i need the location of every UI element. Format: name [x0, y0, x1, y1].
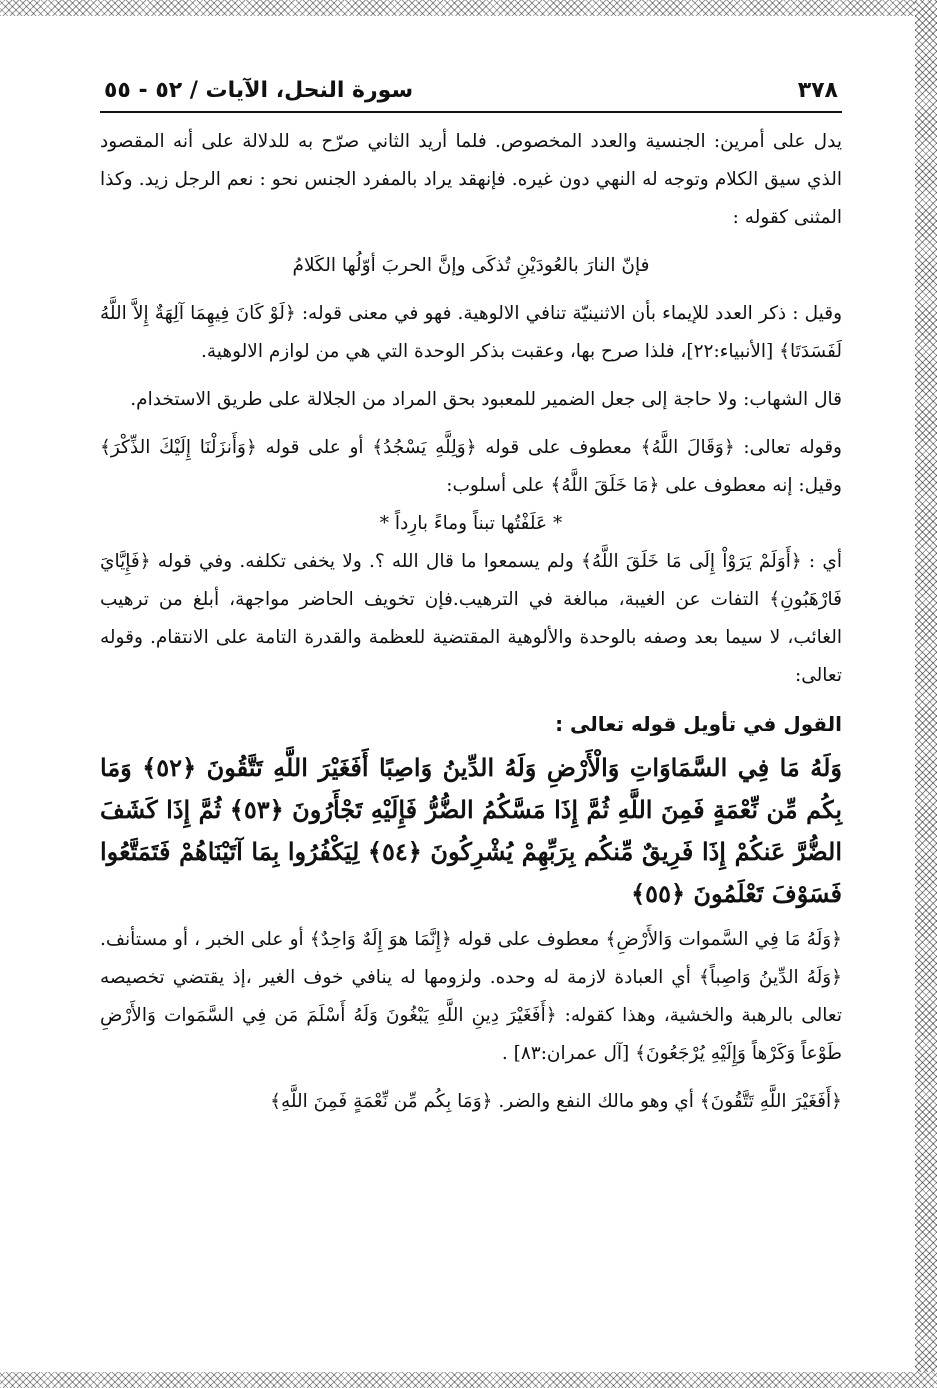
- quran-verses: وَلَهُ مَا فِي السَّمَاوَاتِ وَالْأَرْضِ وَلَهُ الدِّينُ وَاصِبًا أَفَغَيْرَ اللَّهِ تَتَّقُونَ ﴿٥٢﴾ وَمَا بِكُم مِّن نِّعْمَةٍ فَمِنَ اللَّهِ ثُمَّ إِذَا مَسَّكُمُ الضُّرُّ فَإِلَيْهِ تَجْأَرُونَ ﴿٥٣﴾ ثُمَّ إِذَا كَشَفَ الضُّرَّ عَنكُمْ إِذَا فَرِيقٌ مِّنكُم بِرَبِّهِمْ يُشْرِكُونَ ﴿٥٤﴾ لِيَكْفُرُوا بِمَا آتَيْنَاهُمْ فَتَمَتَّعُوا فَسَوْفَ تَعْلَمُونَ ﴿٥٥﴾: [100, 753, 843, 908]
- running-title: سورة النحل، الآيات / ٥٢ - ٥٥: [104, 78, 414, 103]
- page-number: ٣٧٨: [797, 78, 838, 103]
- paragraph-6: ﴿وَلَهُ مَا فِي السَّموات وَالأَرْضِ﴾ معطوف على قوله ﴿إِنَّمَا هوَ إِلَهٌ وَاحِدٌ﴾ أو على الخبر ، أو مستأنف. ﴿وَلَهُ الدِّينُ وَاصِباً﴾ أي العبادة لازمة له وحده. ولزومها له ينافي خوف الغير ،إذ يقتضي تخصيصه تعالى بالرهبة والخشية، وهذا كقوله: ﴿أَفَغَيْرَ دِينِ اللَّهِ يَبْغُونَ وَلَهُ أَسْلَمَ مَن فِي السَّمَوات وَالأَرْضِ طَوْعاً وَكَرْهاً وَإِلَيْهِ يُرْجَعُونَ﴾ [آل عمران:٨٣] .: [100, 929, 842, 1064]
- paragraph-5: أي : ﴿أَوَلَمْ يَرَوْاْ إِلَى مَا خَلَقَ اللَّهُ﴾ ولم يسمعوا ما قال الله ؟. ولا يخفى تكلفه. وفي قوله ﴿فَإِيَّايَ فَارْهَبُونِ﴾ التفات عن الغيبة، مبالغة في الترهيب.فإن تخويف الحاضر مواجهة، أبلغ من ترهيب الغائب، لا سيما بعد وصفه بالوحدة والألوهية المقتضية للعظمة والقدرة التامة على الانتقام. وقوله تعالى:: [100, 551, 842, 686]
- right-ornament-border: [915, 0, 937, 1388]
- bottom-ornament-border: [0, 1372, 937, 1388]
- paragraph-7: ﴿أَفَغَيْرَ اللَّهِ تَتَّقُونَ﴾ أي وهو مالك النفع والضر. ﴿وَمَا بِكُم مِّن نِّعْمَةٍ فَمِنَ اللَّهِ﴾: [270, 1091, 842, 1112]
- page-header: [100, 78, 842, 113]
- page-body: [100, 123, 842, 1121]
- top-ornament-border: [0, 0, 937, 16]
- quote-line: * عَلَفْتُها تبناً وماءً بارِداً *: [379, 513, 563, 534]
- paragraph-2: وقيل : ذكر العدد للإيماء بأن الاثنينيّة تنافي الالوهية. فهو في معنى قوله: ﴿لَوْ كَانَ فِيهِمَا آلِهَةٌ إِلاَّ اللَّهُ لَفَسَدَتَا﴾ [الأنبياء:٢٢]، فلذا صرح بها، وعقبت بذكر الوحدة التي هي من لوازم الالوهية.: [100, 303, 842, 362]
- paragraph-4: وقوله تعالى: ﴿وَقَالَ اللَّهُ﴾ معطوف على قوله ﴿وَلِلَّهِ يَسْجُدُ﴾ أو على قوله ﴿وَأَنزَلْنَا إِلَيْكَ الذِّكْرَ﴾ وقيل: إنه معطوف على ﴿مَا خَلَقَ اللَّهُ﴾ على أسلوب:: [100, 437, 842, 496]
- poetry-verse: فإنّ النارَ بالعُودَيْنِ تُذكَى وإنَّ الحربَ أوّلُها الكَلامُ: [292, 255, 650, 276]
- paragraph-1: يدل على أمرين: الجنسية والعدد المخصوص. فلما أريد الثاني صرّح به للدلالة على أنه المقصود الذي سيق الكلام وتوجه له النهي دون غيره. فإنهقد يراد بالمفرد الجنس نحو : نعم الرجل زيد. وكذا المثنى كقوله :: [100, 131, 842, 228]
- page-content: [100, 78, 842, 1131]
- section-heading: القول في تأويل قوله تعالى :: [555, 712, 842, 736]
- paragraph-3: قال الشهاب: ولا حاجة إلى جعل الضمير للمعبود بحق المراد من الجلالة على طريق الاستخدام.: [130, 389, 842, 410]
